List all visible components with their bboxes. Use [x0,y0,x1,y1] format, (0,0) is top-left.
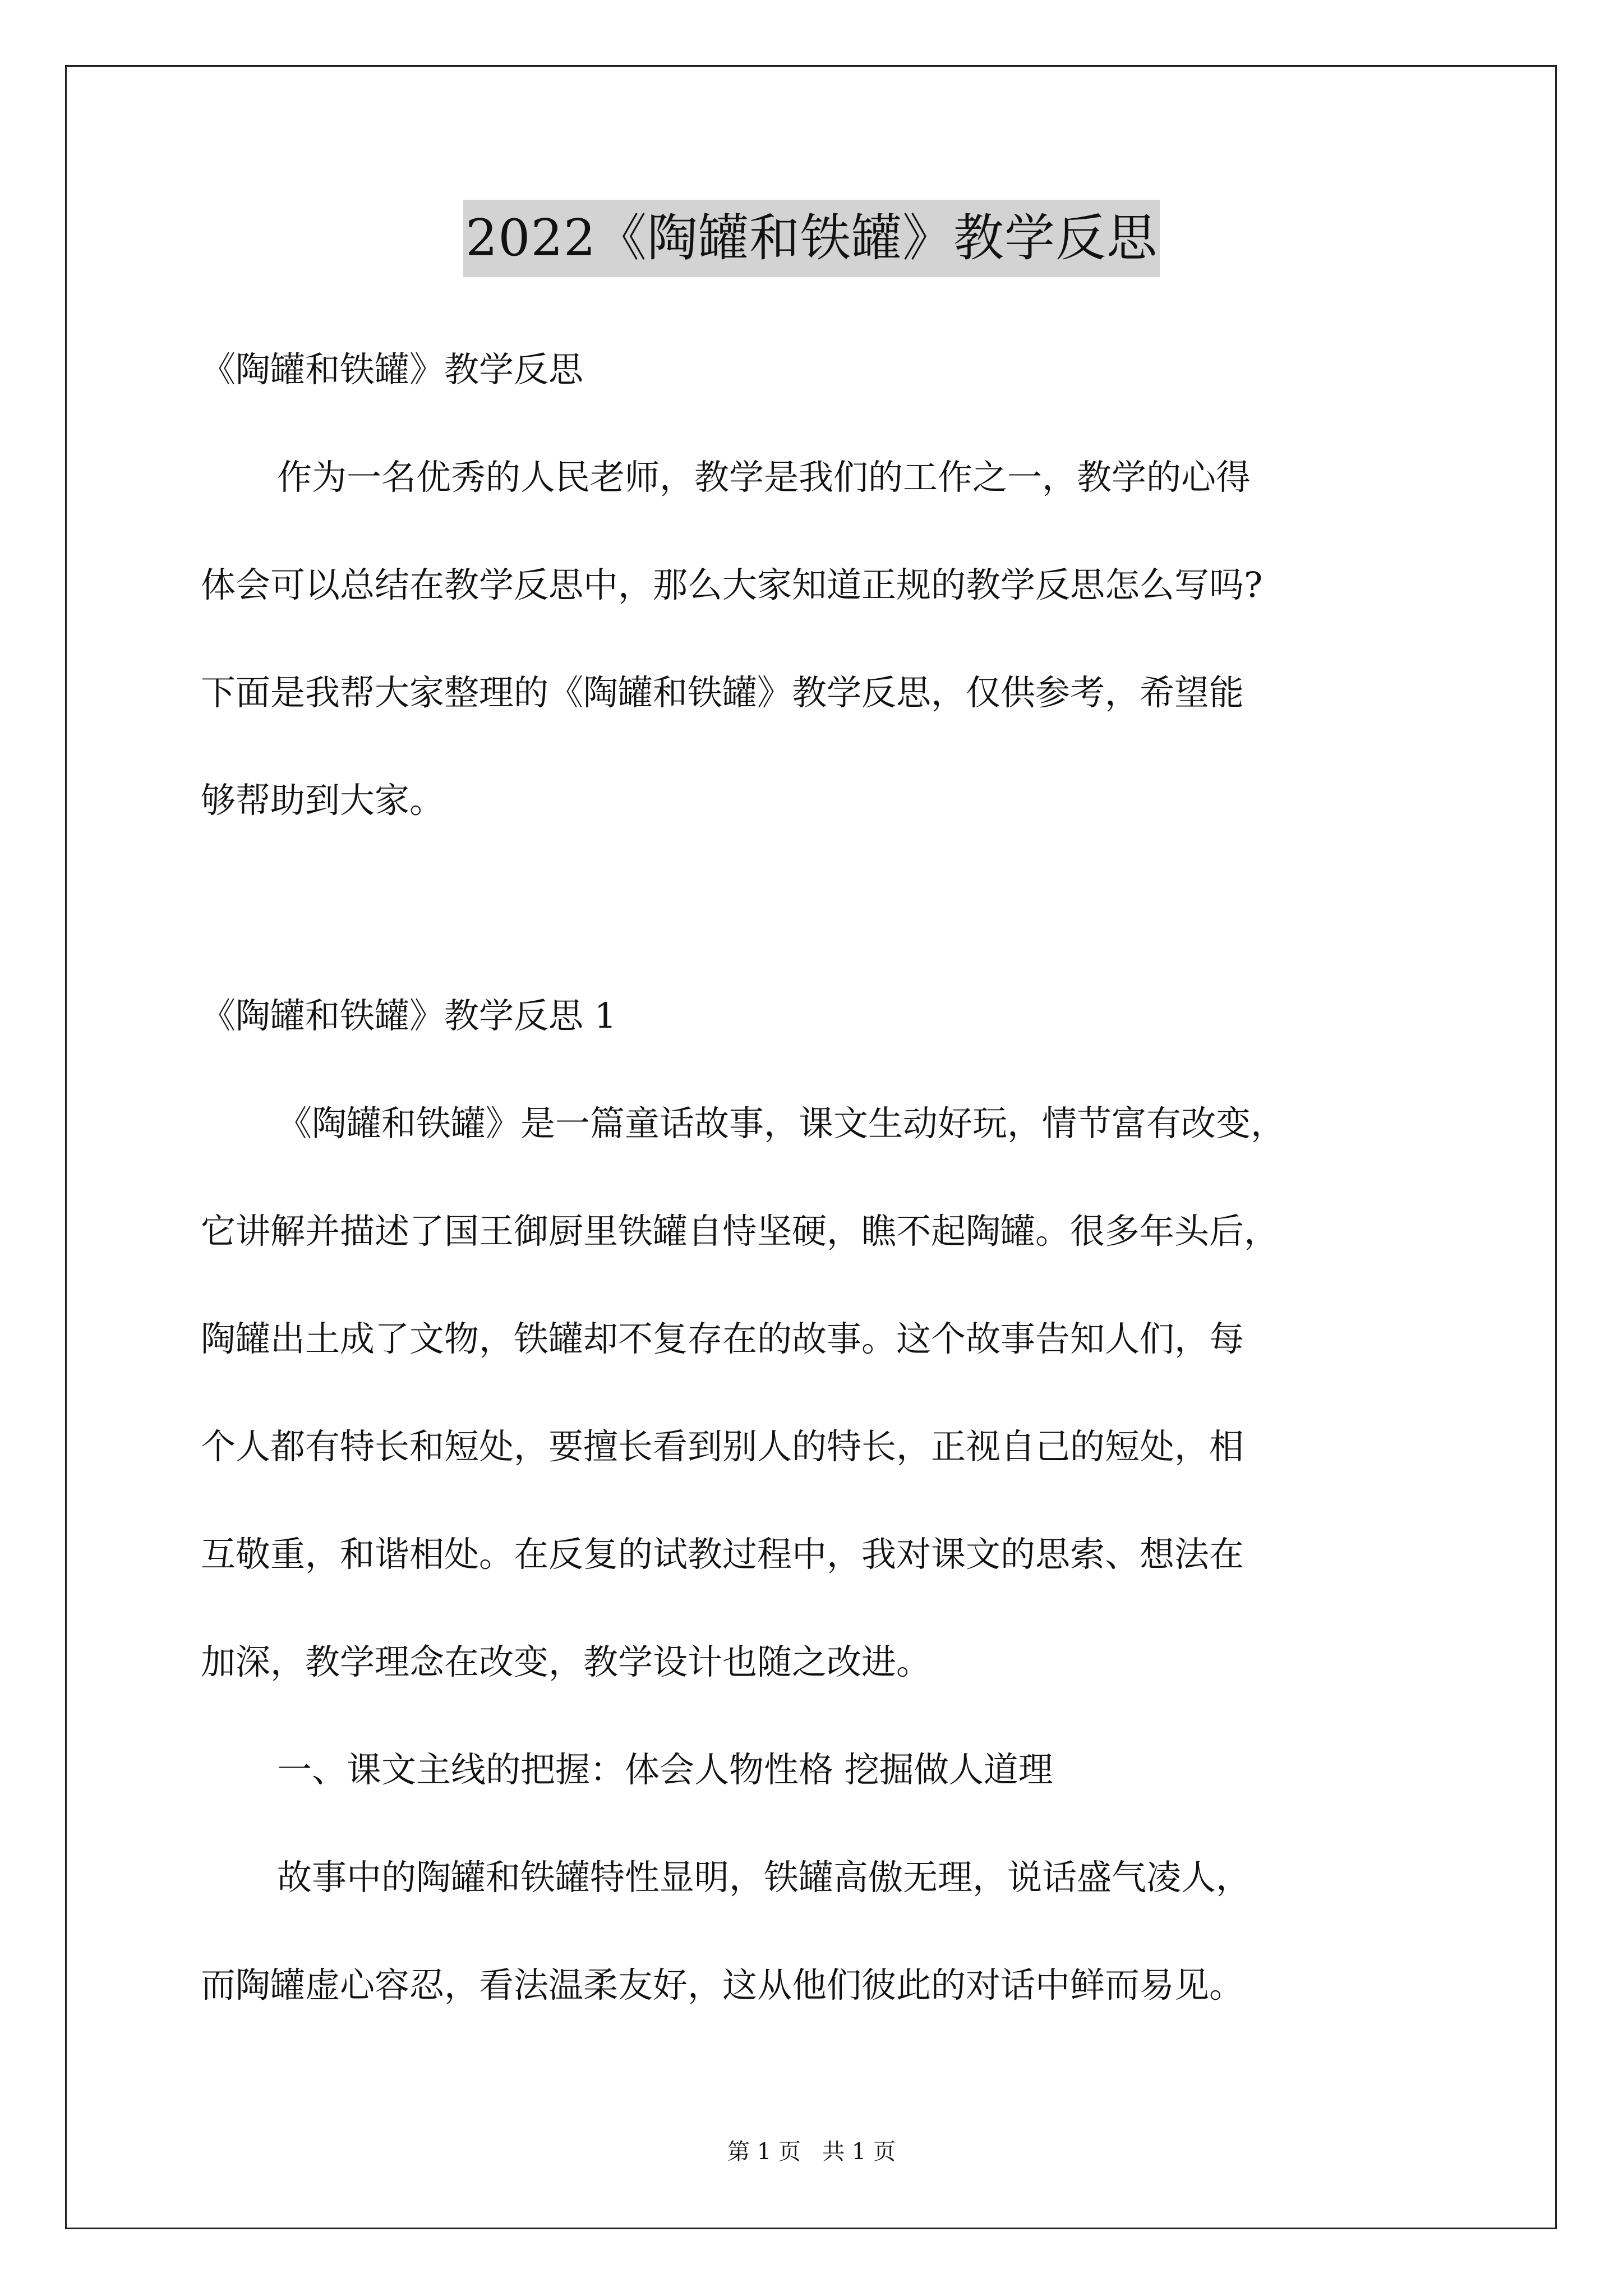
paragraph-line: 够帮助到大家。 [201,780,445,821]
paragraph-line: 陶罐出土成了文物，铁罐却不复存在的故事。这个故事告知人们，每 [201,1318,1244,1359]
title-container [0,200,1623,277]
section-heading: 《陶罐和铁罐》教学反思 [201,349,584,390]
page-footer [0,2135,1623,2169]
paragraph-line: 加深，教学理念在改变，教学设计也随之改进。 [201,1641,932,1682]
page-number: 第 1 页 共 1 页 [727,2139,896,2165]
paragraph-line: 它讲解并描述了国王御厨里铁罐自恃坚硬，瞧不起陶罐。很多年头后， [201,1211,1279,1251]
subsection-heading: 一、课文主线的把握：体会人物性格 挖掘做人道理 [277,1749,1053,1790]
paragraph-line: 《陶罐和铁罐》是一篇童话故事，课文生动好玩，情节富有改变， [277,1103,1286,1144]
document-title: 2022《陶罐和铁罐》教学反思 [463,200,1160,277]
paragraph-line: 故事中的陶罐和铁罐特性显明，铁罐高傲无理，说话盛气凌人， [277,1857,1251,1898]
document-body [201,316,1446,2039]
paragraph-line: 体会可以总结在教学反思中，那么大家知道正规的教学反思怎么写吗? [201,564,1263,605]
blank-line [201,854,1446,962]
paragraph-line: 而陶罐虚心容忍，看法温柔友好，这从他们彼此的对话中鲜而易见。 [201,1964,1244,2005]
paragraph-line: 作为一名优秀的人民老师，教学是我们的工作之一，教学的心得 [277,457,1251,498]
paragraph-line: 个人都有特长和短处，要擅长看到别人的特长，正视自己的短处，相 [201,1426,1244,1467]
paragraph-line: 下面是我帮大家整理的《陶罐和铁罐》教学反思，仅供参考，希望能 [201,672,1244,713]
paragraph-line: 互敬重，和谐相处。在反复的试教过程中，我对课文的思索、想法在 [201,1534,1244,1575]
section-heading: 《陶罐和铁罐》教学反思 1 [201,995,617,1036]
